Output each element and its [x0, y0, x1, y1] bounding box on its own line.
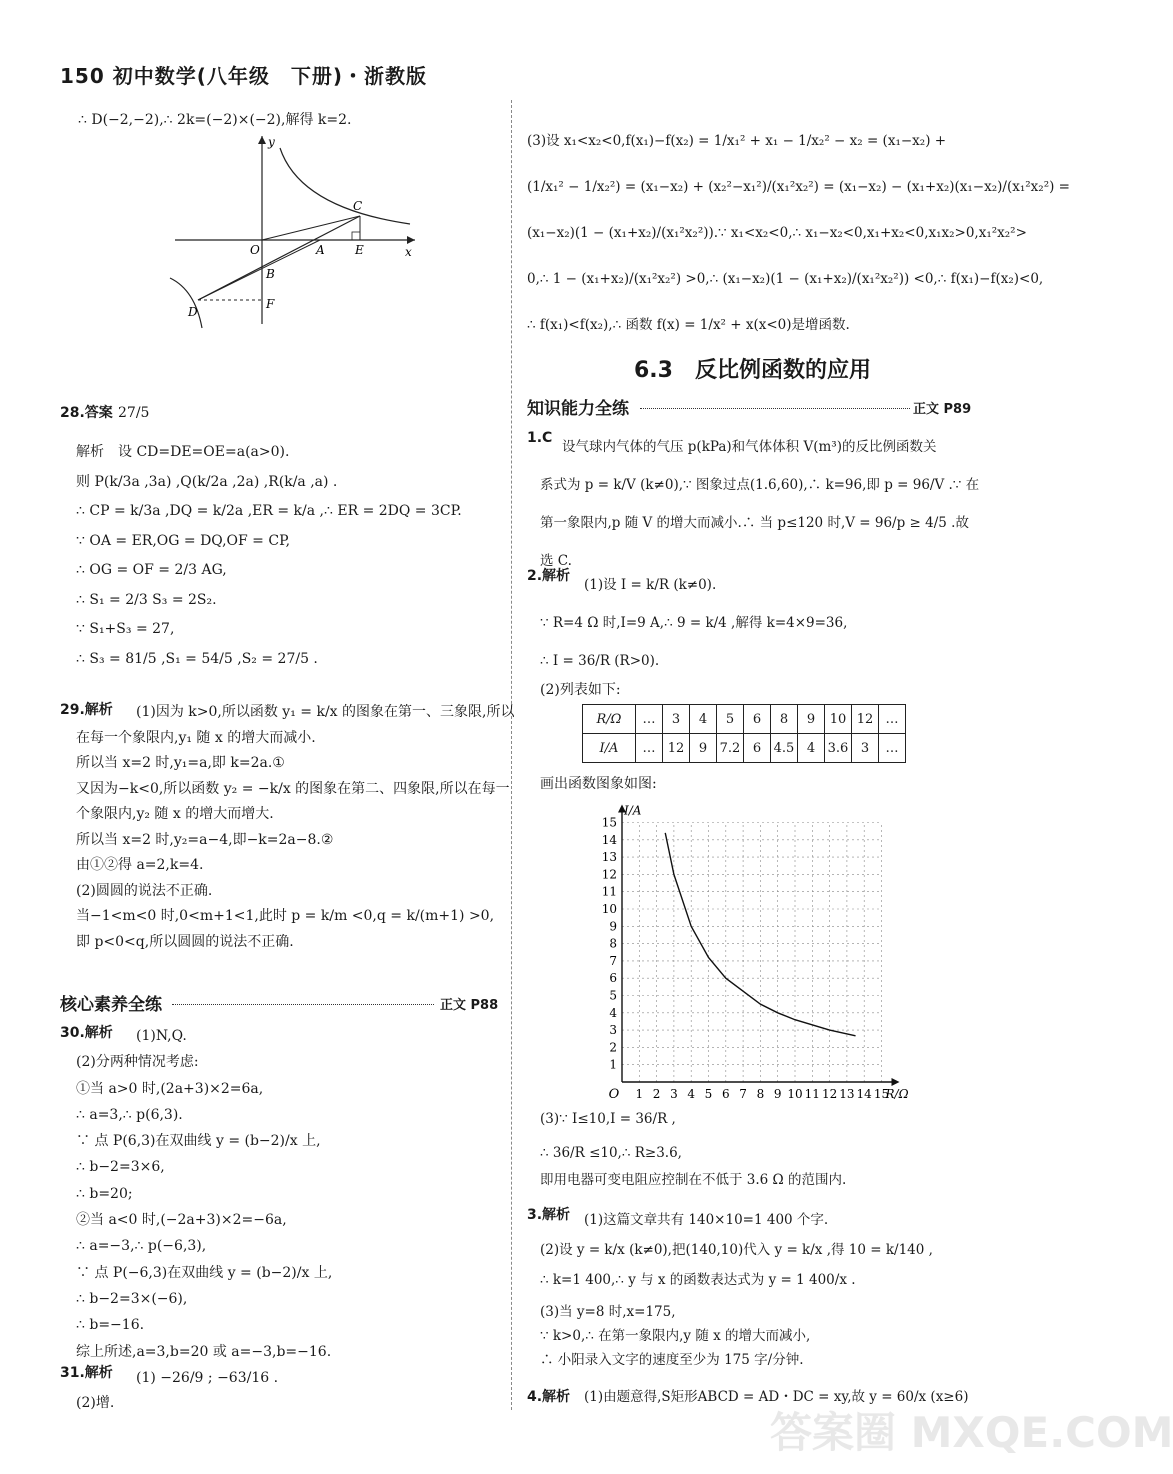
text-line: 又因为−k<0,所以函数 y₂ = −k/x 的图象在第二、四象限,所以在每一	[76, 780, 510, 797]
y-tick-label: 15	[601, 815, 617, 830]
text-line: ∵ S₁+S₃ = 27,	[76, 621, 175, 637]
text-line: ∴ a=3,∴ p(6,3).	[76, 1106, 183, 1123]
hyperbola-branch-2	[170, 278, 202, 328]
text-line: (1) −26/9 ; −63/16 .	[136, 1370, 279, 1386]
label-D: D	[188, 305, 198, 319]
text-line: 系式为 p = k/V (k≠0),∵ 图象过点(1.6,60),∴ k=96,即 p = 96/V .∵ 在	[540, 477, 980, 493]
q2-label: 2.解析	[527, 568, 571, 584]
text-line: (1)N,Q.	[136, 1028, 187, 1044]
text-line: ∴ b=−16.	[76, 1317, 145, 1334]
table-cell: 8	[771, 705, 798, 734]
table-cell: 4.5	[771, 734, 798, 763]
text-line: ∵ k>0,∴ 在第一象限内,y 随 x 的增大而减小,	[540, 1328, 811, 1344]
table-cell: 6	[744, 705, 771, 734]
table-cell: 5	[717, 705, 744, 734]
text-line: 综上所述,a=3,b=20 或 a=−3,b=−16.	[76, 1343, 332, 1360]
text-line: 在每一个象限内,y₁ 随 x 的增大而减小.	[76, 729, 316, 746]
table-cell: …	[636, 705, 663, 734]
function-graph	[590, 792, 920, 1112]
text-line: ∵ 点 P(6,3)在双曲线 y = (b−2)/x 上,	[76, 1133, 321, 1150]
text-line: ①当 a>0 时,(2a+3)×2=6a,	[76, 1080, 264, 1097]
text-line: ∵ R=4 Ω 时,I=9 A,∴ 9 = k/4 ,解得 k=4×9=36,	[540, 615, 848, 631]
x-tick-label: 7	[739, 1087, 747, 1101]
x-axis-arrow	[892, 1078, 900, 1086]
text-line: (3)当 y=8 时,x=175,	[540, 1304, 676, 1320]
table-cell: 3	[663, 705, 690, 734]
text-line: (1)设 I = k/R (k≠0).	[584, 577, 717, 593]
y-tick-label: 4	[609, 1005, 617, 1020]
origin-label: O	[608, 1087, 620, 1102]
x-tick-label: 12	[821, 1087, 838, 1101]
leader-dots	[640, 408, 910, 409]
q28-answer: 27/5	[118, 405, 150, 421]
q29-solution	[76, 700, 514, 955]
table-cell: 3	[852, 734, 879, 763]
y-tick-label: 6	[609, 971, 617, 986]
x-tick-label: 4	[687, 1087, 696, 1101]
q31-label: 31.解析	[60, 1365, 113, 1381]
label-O: O	[250, 243, 260, 257]
table-cell: 3.6	[825, 734, 852, 763]
y-tick-label: 1	[609, 1057, 617, 1072]
y-tick-label: 5	[609, 988, 617, 1003]
table-cell: 10	[825, 705, 852, 734]
text-line: ∴ b−2=3×6,	[76, 1159, 165, 1176]
text-line: 0,∴ 1 − (x₁+x₂)/(x₁²x₂²) >0,∴ (x₁−x₂)(1 − (x₁+x₂)/(x₁²x₂²)) <0,∴ f(x₁)−f(x₂)<0,	[527, 271, 1044, 287]
y-tick-label: 9	[609, 919, 617, 934]
text-line: (x₁−x₂)(1 − (x₁+x₂)/(x₁²x₂²)).∵ x₁<x₂<0,∴ x₁−x₂<0,x₁+x₂<0,x₁x₂>0,x₁²x₂²>	[527, 225, 1027, 241]
q4-label: 4.解析	[527, 1389, 571, 1405]
q2-solution	[540, 566, 847, 680]
section-ref: 正文 P89	[913, 402, 972, 417]
q30-label: 30.解析	[60, 1025, 113, 1041]
label-B: B	[266, 267, 275, 281]
text-line: (1)这篇文章共有 140×10=1 400 个字.	[584, 1212, 829, 1228]
table-cell: …	[879, 734, 906, 763]
text-line: (2)增.	[76, 1395, 115, 1411]
x-tick-label: 8	[756, 1087, 765, 1101]
table-cell: 6	[744, 734, 771, 763]
text-line: 所以当 x=2 时,y₂=a−4,即−k=2a−8.②	[76, 831, 334, 848]
x-tick-label: 5	[704, 1087, 713, 1101]
graph-caption: 画出函数图象如图:	[540, 776, 657, 792]
text-line: (2)设 y = k/x (k≠0),把(140,10)代入 y = k/x ,得 10 = k/140 ,	[540, 1242, 933, 1258]
text-line: ∴ I = 36/R (R>0).	[540, 653, 660, 669]
watermark: 答案圈 MXQE.COM	[770, 1408, 1173, 1457]
text-line: (2)圆圆的说法不正确.	[76, 882, 213, 899]
table-cell: 12	[852, 705, 879, 734]
right-angle-mark	[352, 232, 360, 240]
x-tick-label: 10	[787, 1087, 803, 1101]
text-line: ②当 a<0 时,(−2a+3)×2=−6a,	[76, 1212, 287, 1229]
q3-solution-cont	[540, 1300, 810, 1372]
y-tick-label: 11	[601, 884, 617, 899]
text-line: (1/x₁² − 1/x₂²) = (x₁−x₂) + (x₂²−x₁²)/(x₁²x₂²) = (x₁−x₂) − (x₁+x₂)(x₁−x₂)/(x₁²x₂²) =	[527, 179, 1070, 195]
x-tick-label: 15	[873, 1087, 890, 1101]
q29-label: 29.解析	[60, 702, 113, 718]
book-title: 初中数学(八年级 下册)・浙教版	[112, 64, 427, 88]
table-cell: …	[879, 705, 906, 734]
text-line: 解析 设 CD=DE=OE=a(a>0).	[76, 444, 290, 460]
text-line: (2)列表如下:	[540, 682, 621, 698]
y-tick-label: 10	[601, 902, 617, 916]
line-OC	[262, 216, 360, 240]
text-line: ∴ k=1 400,∴ y 与 x 的函数表达式为 y = 1 400/x .	[540, 1272, 856, 1288]
y-tick-label: 3	[609, 1023, 617, 1038]
table-row	[583, 734, 906, 763]
table-row	[583, 705, 906, 734]
label-x: x	[405, 245, 412, 259]
x-tick-label: 11	[804, 1087, 820, 1101]
text-line: (2)分两种情况考虑:	[76, 1054, 199, 1071]
table-cell: 4	[690, 705, 717, 734]
y-tick-label: 12	[601, 867, 617, 882]
text-line: ∴ a=−3,∴ p(−6,3),	[76, 1238, 207, 1255]
label-C: C	[353, 199, 363, 213]
leader-dots	[172, 1004, 434, 1005]
q31-solution	[136, 1363, 278, 1393]
q1-solution	[540, 428, 979, 580]
text-line: (3)设 x₁<x₂<0,f(x₁)−f(x₂) = 1/x₁² + x₁ − 1/x₂² − x₂ = (x₁−x₂) +	[527, 133, 947, 149]
q1-label: 1.C	[527, 430, 553, 446]
q-prev-solution	[527, 118, 1070, 348]
text-line: 即用电器可变电阻应控制在不低于 3.6 Ω 的范围内.	[540, 1172, 847, 1188]
text-line: 个象限内,y₂ 随 x 的增大而增大.	[76, 806, 274, 822]
text-line: 所以当 x=2 时,y₁=a,即 k=2a.①	[76, 755, 285, 771]
geometry-figure	[150, 128, 420, 328]
text-line: ∴ b=20;	[76, 1185, 133, 1202]
section-title-knowledge: 知识能力全练	[527, 399, 629, 419]
text-line: 由①②得 a=2,k=4.	[76, 857, 204, 873]
y-axis-arrow	[258, 136, 266, 144]
text-line: ∴ 36/R ≤10,∴ R≥3.6,	[540, 1145, 682, 1161]
q28-solution	[76, 438, 462, 674]
y-tick-label: 8	[609, 936, 617, 951]
table-cell: 4	[798, 734, 825, 763]
hyperbola-branch-1	[280, 148, 410, 224]
text-line: 选 C.	[540, 553, 572, 569]
text-line: 当−1<m<0 时,0<m+1<1,此时 p = k/m <0,q = k/(m+1) >0,	[76, 908, 495, 924]
y-tick-label: 2	[609, 1040, 617, 1055]
text-line: ∴ CP = k/3a ,DQ = k/2a ,ER = k/a ,∴ ER = 2DQ = 3CP.	[76, 503, 462, 519]
text-line: ∴ f(x₁)<f(x₂),∴ 函数 f(x) = 1/x² + x(x<0)是增函数.	[527, 317, 850, 333]
section-ref: 正文 P88	[440, 998, 499, 1013]
text-line: ∴ OG = OF = 2/3 AG,	[76, 562, 227, 578]
x-axis-label: R/Ω	[885, 1087, 909, 1101]
q28-label: 28.答案	[60, 405, 113, 421]
text-line: (3)∵ I≤10,I = 36/R ,	[540, 1111, 676, 1127]
x-tick-label: 9	[773, 1087, 782, 1101]
table-cell: 7.2	[717, 734, 744, 763]
q2-part3	[540, 1102, 846, 1190]
q3-label: 3.解析	[527, 1207, 571, 1223]
table-cell: I/A	[583, 734, 636, 763]
x-tick-label: 6	[721, 1087, 730, 1101]
text-line: 设气球内气体的气压 p(kPa)和气体体积 V(m³)的反比例函数关	[562, 439, 937, 455]
section-title-core: 核心素养全练	[60, 995, 162, 1015]
page-number: 150	[60, 64, 105, 88]
y-tick-label: 14	[601, 832, 617, 847]
x-axis-arrow	[407, 236, 415, 244]
q4-text: (1)由题意得,S矩形ABCD = AD・DC = xy,故 y = 60/x (x≥6)	[584, 1389, 969, 1405]
section-heading: 6.3 反比例函数的应用	[634, 358, 871, 383]
q30-solution	[76, 1023, 332, 1365]
x-tick-label: 2	[652, 1087, 661, 1101]
data-table	[582, 704, 906, 763]
y-tick-label: 13	[601, 850, 617, 865]
y-tick-label: 7	[609, 953, 617, 968]
text-line: (1)因为 k>0,所以函数 y₁ = k/x 的图象在第一、三象限,所以	[136, 704, 515, 720]
x-tick-label: 14	[856, 1087, 872, 1101]
text-line: ∵ 点 P(−6,3)在双曲线 y = (b−2)/x 上,	[76, 1264, 333, 1281]
text-line: 即 p<0<q,所以圆圆的说法不正确.	[76, 933, 294, 950]
y-axis-label: I/A	[624, 803, 642, 818]
text-line: 则 P(k/3a ,3a) ,Q(k/2a ,2a) ,R(k/a ,a) .	[76, 473, 338, 490]
line-DC	[198, 216, 360, 300]
x-tick-label: 1	[635, 1087, 644, 1101]
label-A: A	[316, 243, 325, 257]
table-cell: 9	[690, 734, 717, 763]
text-line: ∴ b−2=3×(−6),	[76, 1290, 188, 1307]
label-E: E	[355, 243, 364, 257]
text-line: 第一象限内,p 随 V 的增大而减小.∴ 当 p≤120 时,V = 96/p ≥ 4/5 .故	[540, 515, 969, 531]
label-F: F	[266, 297, 275, 311]
text-line: ∴ 小阳录入文字的速度至少为 175 字/分钟.	[540, 1352, 804, 1368]
x-tick-label: 3	[670, 1087, 678, 1101]
q3-solution	[540, 1205, 933, 1295]
table-cell: R/Ω	[583, 705, 636, 734]
text-line: ∴ S₃ = 81/5 ,S₁ = 54/5 ,S₂ = 27/5 .	[76, 650, 318, 667]
text-line: ∵ OA = ER,OG = DQ,OF = CP,	[76, 532, 291, 549]
text-line: ∴ D(−2,−2),∴ 2k=(−2)×(−2),解得 k=2.	[78, 112, 352, 128]
label-y: y	[268, 135, 275, 149]
text-line: ∴ S₁ = 2/3 S₃ = 2S₂.	[76, 591, 217, 608]
table-cell: 9	[798, 705, 825, 734]
table-cell: …	[636, 734, 663, 763]
page-header	[60, 60, 427, 89]
x-tick-label: 13	[839, 1087, 855, 1101]
table-cell: 12	[663, 734, 690, 763]
